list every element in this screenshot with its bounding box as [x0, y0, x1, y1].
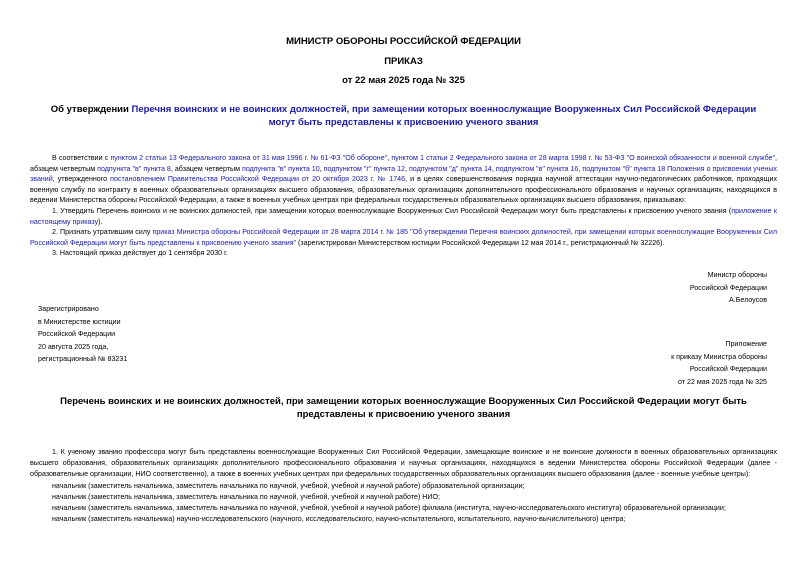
signature-block	[690, 269, 767, 307]
clause-link-8v[interactable]: подпункта "в" пункта 8	[97, 164, 171, 173]
clause-link-14d[interactable]: подпунктом "д" пункта 14	[408, 164, 492, 173]
preamble-text: ,	[405, 164, 409, 173]
registration-block	[38, 303, 127, 366]
appendix-line: к приказу Министра обороны	[671, 352, 767, 361]
list-item: начальник (заместитель начальника) научно-исследовательского (научного, исследовательского, научно-испытательного, испытательного, научно-вычислительного) центра;	[52, 515, 626, 524]
clause-link-10v[interactable]: подпункта "в" пункта 10	[242, 164, 320, 173]
clause-link-18b[interactable]: подпунктом "б" пункта 18 Положения о присвоении ученых званий	[30, 164, 777, 184]
item-text: 2. Признать утратившим силу	[52, 228, 153, 237]
preamble-text: ,	[319, 164, 324, 173]
registration-line: в Министерстве юстиции	[38, 317, 121, 326]
list-item: начальник (заместитель начальника, заместитель начальника по научной, учебной, учебной и научной работе) НИО;	[52, 492, 440, 501]
list-item: начальник (заместитель начальника, заместитель начальника по научной, учебной, учебной и научной работе) образовательной организации;	[52, 481, 525, 490]
order-body	[30, 153, 777, 259]
preamble-text: ,	[491, 164, 496, 173]
registration-number: регистрационный № 83231	[38, 355, 128, 363]
document-date-number: от 22 мая 2025 года № 325	[342, 75, 465, 86]
government-decree-link[interactable]: постановлением Правительства Российской Федерации от 20 октября 2023 г. № 1746	[110, 175, 406, 184]
list-body	[30, 447, 777, 525]
item-text: 1. Утвердить Перечень воинских и не воинских должностей, при замещении которых военнослужащие Вооруженных Сил Российской Федерации могут быть представлены к присвоению ученого звания (	[52, 206, 732, 215]
appendix-block	[671, 338, 767, 388]
order-item-3: 3. Настоящий приказ действует до 1 сентября 2030 г.	[52, 249, 228, 258]
preamble-text: , абзацем четвертым	[30, 154, 778, 173]
order-item-2	[30, 227, 777, 248]
signer-name: А.Белоусов	[729, 296, 767, 304]
clause-link-16v[interactable]: подпунктом "в" пункта 16	[495, 164, 579, 173]
order-item-1	[30, 206, 777, 227]
law-link-defense[interactable]: пунктом 2 статьи 13 Федерального закона от 31 мая 1996 г. № 61-ФЗ "Об обороне"	[110, 154, 388, 162]
signer-position-2: Российской Федерации	[689, 283, 767, 292]
preamble-text: , абзацем четвертым	[170, 164, 242, 173]
title-link[interactable]: Перечня воинских и не воинских должностей, при замещении которых военнослужащие Вооруженных Сил Российской Федерации могут быть представлены к присвоению ученого звания	[131, 104, 757, 128]
preamble-text: , утвержденного	[52, 175, 111, 184]
item-text: (зарегистрирован Министерством юстиции Российской Федерации 12 мая 2014 г., регистрационный № 32226).	[296, 238, 665, 247]
list-title: Перечень воинских и не воинских должностей, при замещении которых военнослужащие Вооруженных Сил Российской Федерации могут быть представлены к присвоению ученого звания	[60, 396, 747, 420]
law-link-military-duty[interactable]: пунктом 1 статьи 2 Федерального закона от 28 марта 1998 г. № 53-ФЗ "О воинской обязанности и военной службе"	[391, 154, 776, 162]
clause-link-12g[interactable]: подпунктом "г" пункта 12	[323, 164, 405, 173]
preamble-text: , и в целях совершенствования порядка научной аттестации научно-педагогических работников, проходящих военную службу по контракту в военных образовательных организациях высшего образования, образовательных организациях дополнительного профессионального образования и научных организациях, находящихся в ведении Министерства обороны Российской Федерации, а также в военных учебных центрах при федеральных государственных образовательных организациях высшего образования, приказываю:	[30, 175, 777, 205]
issuer-heading: МИНИСТР ОБОРОНЫ РОССИЙСКОЙ ФЕДЕРАЦИИ	[286, 36, 521, 47]
registration-line: Зарегистрировано	[38, 305, 99, 313]
item-text: ).	[98, 217, 103, 226]
list-item: начальник (заместитель начальника, заместитель начальника по научной, учебной, учебной и научной работе) филиала (института, научно-исследовательского института) образовательной организации;	[52, 504, 726, 513]
preamble-text: ,	[387, 154, 392, 162]
preamble-paragraph	[30, 153, 777, 206]
appendix-link[interactable]: приложение к настоящему приказу	[30, 206, 777, 226]
appendix-line: от 22 мая 2025 года № 325	[678, 377, 767, 386]
repealed-order-link[interactable]: приказ Министра обороны Российской Федерации от 28 марта 2014 г. № 185 "Об утверждении Перечня воинских должностей, при замещении которых военнослужащие Вооруженных Сил Российской Федерации могут быть представлены к присвоению ученого звания"	[30, 228, 778, 247]
title-prefix: Об утверждении	[50, 104, 132, 115]
appendix-line: Приложение	[725, 340, 767, 348]
document-type: ПРИКАЗ	[384, 56, 423, 67]
registration-date: 20 августа 2025 года,	[38, 342, 109, 351]
preamble-text: ,	[578, 164, 583, 173]
list-paragraph-1: 1. К ученому званию профессора могут быть представлены военнослужащие Вооруженных Сил Российской Федерации, замещающие воинские и не воинские должности в военных образовательных организациях высшего образования, образовательных организациях дополнительного профессионального образования и научных организациях, находящихся в ведении Министерства обороны Российской Федерации (далее - образовательные организации, НИО соответственно), а также в военных учебных центрах при федеральных государственных образовательных организациях высшего образования (далее - военные учебные центры):	[30, 448, 777, 479]
signer-position: Министр обороны	[707, 271, 767, 279]
registration-line: Российской Федерации	[38, 330, 116, 338]
document-title	[40, 103, 767, 129]
appendix-line: Российской Федерации	[689, 365, 767, 373]
preamble-text: В соответствии с	[52, 154, 111, 162]
